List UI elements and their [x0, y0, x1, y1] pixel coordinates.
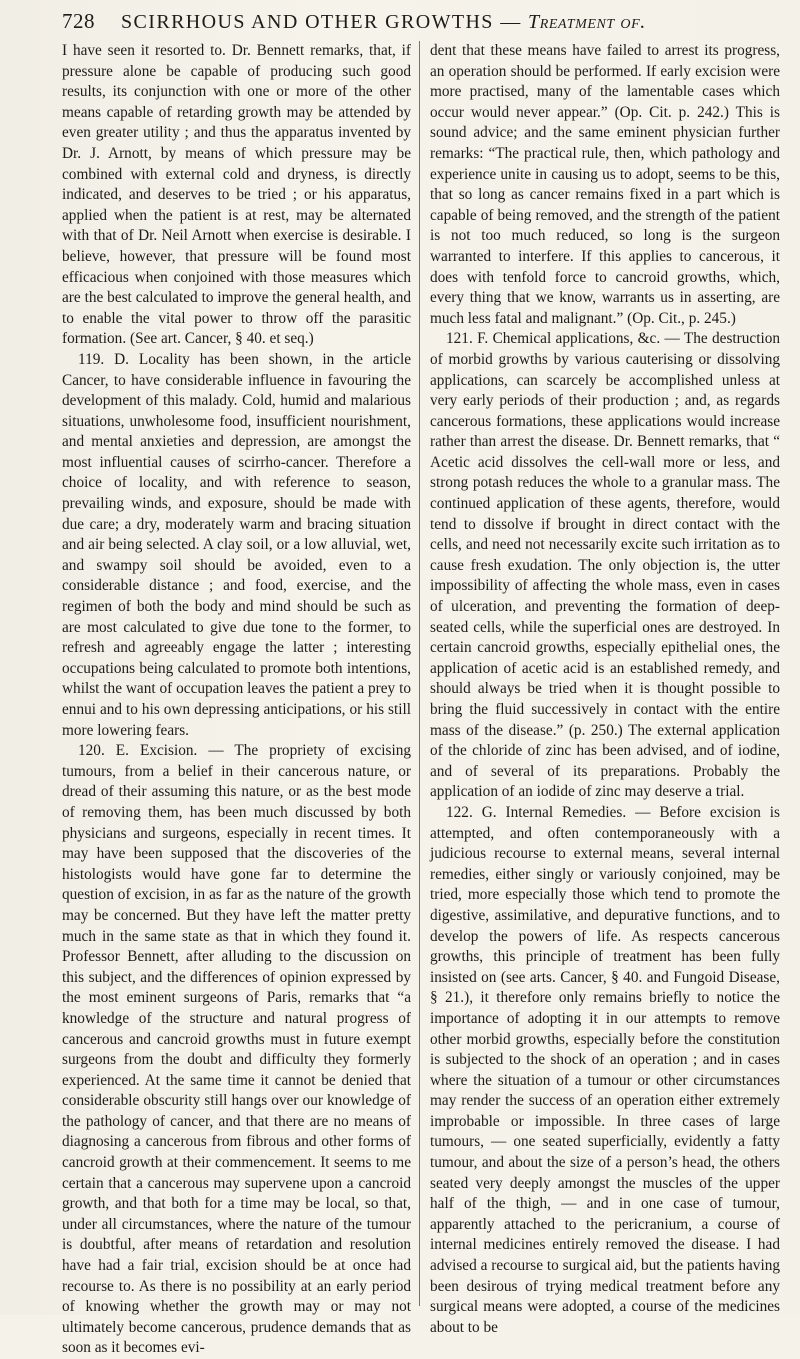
- running-title-main: SCIRRHOUS AND OTHER GROWTHS —: [121, 11, 529, 33]
- paragraph-120-excision: 120. E. Excision. — The propriety of excising tumours, from a belief in their cancerous nature, or dread of their assuming this nature, or as the best mode of removing them, has been much discussed by both physicians and surgeons, especially in recent times. It may have been supposed that the discoveries of the histologists would have gone far to determine the question of excision, in as far as the nature of the growth may be concerned. But they have left the matter pretty much in the same state as that in which they found it. Professor Bennett, after alluding to the discussion on this subject, and the differences of opinion expressed by the most eminent surgeons of Paris, remarks that “a knowledge of the structure and natural progress of cancerous and cancroid growths must in future exempt surgeons from the doubt and difficulty they formerly experienced. At the same time it cannot be denied that considerable obscurity still hangs over our knowledge of the pathology of cancer, and that there are no means of diagnosing a cancerous from fibrous and other forms of cancroid growth at their commencement. It seems to me certain that a cancerous may supervene upon a cancroid growth, and that both for a time may be local, so that, under all circumstances, where the nature of the tumour is doubtful, after means of retardation and resolution have had a fair trial, excision should be at once had recourse to. As there is no possibility at an early period of knowing whether the growth may or may not ultimately become cancerous, prudence demands that as soon as it becomes evi-: [62, 742, 411, 1357]
- page-header: [62, 9, 782, 39]
- running-title-tail: Treatment of.: [528, 11, 646, 33]
- paragraph-continuation: I have seen it resorted to. Dr. Bennett remarks, that, if pressure alone be capable of producing such good results, its conjunction with one or more of the other means capable of retarding growth may be attended by even greater utility ; and thus the apparatus invented by Dr. J. Arnott, by means of which pressure may be combined with external cold and dryness, is directly indicated, and deserves to be tried ; or his apparatus, applied when the patient is at rest, may be alternated with that of Dr. Neil Arnott when exercise is desirable. I believe, however, that pressure will be found most efficacious when conjoined with those measures which are the best calculated to improve the general health, and to enable the vital power to throw off the parasitic formation. (See art. Cancer, § 40. et seq.): [62, 42, 411, 348]
- paragraph-122-internal-remedies: 122. G. Internal Remedies. — Before excision is attempted, and often contemporaneously with a judicious recourse to external means, several internal remedies, either singly or variously conjoined, may be tried, more especially those which tend to promote the digestive, assimilative, and depurative functions, and to develop the powers of life. As respects cancerous growths, this principle of treatment has been fully insisted on (see arts. Cancer, § 40. and Fungoid Disease, § 21.), it therefore only remains briefly to notice the importance of adopting it in our attempts to remove other morbid growths, especially before the constitution is subjected to the shock of an operation ; and in cases where the situation of a tumour or other circumstances may render the success of an operation either extremely improbable or impossible. In three cases of large tumours, — one seated superficially, evidently a fatty tumour, and about the size of a person’s head, the others seated very deeply amongst the muscles of the upper half of the thigh, — and in one case of tumour, apparently attached to the pericranium, a course of internal medicines entirely removed the disease. I had advised a recourse to surgical aid, but the patients having been desirous of trying medical treatment before any surgical means were adopted, a course of the medicines about to be: [430, 803, 780, 1336]
- right-column: [430, 41, 780, 1336]
- page-number: 728: [62, 9, 95, 33]
- paragraph-continuation-right: dent that these means have failed to arrest its progress, an operation should be performed. If early excision were more practised, many of the lamentable cases which occur would never appear.” (Op. Cit. p. 242.) This is sound advice; and the same eminent physician further remarks: “The practical rule, then, which pathology and experience unite in causing us to adopt, seems to be this, that so long as cancer remains fixed in a part which is capable of being removed, and the strength of the patient is not too much reduced, so long is the surgeon warranted to interfere. If this applies to cancerous, it does with tenfold force to cancroid growths, which, every thing that we know, warrants us in asserting, are much less fatal and malignant.” (Op. Cit., p. 245.): [430, 42, 780, 327]
- left-column: [62, 41, 411, 1357]
- paragraph-119-locality: 119. D. Locality has been shown, in the article Cancer, to have considerable influence in favouring the development of this malady. Cold, humid and malarious situations, unwholesome food, insufficient nourishment, and mental anxieties and depression, are amongst the most influential causes of scirrho-cancer. Therefore a choice of locality, and with reference to season, prevailing winds, and exposure, should be made with due care; a dry, moderately warm and bracing situation and air being selected. A clay soil, or a low alluvial, wet, and swampy soil should be avoided, even to a considerable distance ; and food, exercise, and the regimen of both the body and mind should be such as are most calculated to give due tone to the former, to refresh and agreeably engage the latter ; interesting occupations being calculated to promote both intentions, whilst the want of occupation leaves the patient a prey to ennui and to his own depressing anticipations, or his still more lowering fears.: [62, 350, 411, 739]
- column-divider: [419, 41, 420, 1306]
- paragraph-121-chemical-applications: 121. F. Chemical applications, &c. — The destruction of morbid growths by various cauterising or dissolving applications, can scarcely be accomplished unless at very early periods of their production ; and, as regards cancerous formations, these applications would increase rather than arrest the disease. Dr. Bennett remarks, that “ Acetic acid dissolves the cell-wall more or less, and strong potash reduces the whole to a granular mass. The continued application of these agents, therefore, would tend to dissolve if brought in direct contact with the cells, and need not necessarily excite such irritation as to cause fresh exudation. The only objection is, the utter impossibility of affecting the whole mass, even in cases of ulceration, and preventing the formation of deep-seated cells, while the superficial ones are destroyed. In certain cancroid growths, especially epithelial ones, the application of acetic acid is an established remedy, and should always be tried when it is thought possible to bring the fluid successively in contact with the entire mass of the disease.” (p. 250.) The external application of the chloride of zinc has been advised, and of iodine, and of several of its preparations. Probably the application of an iodide of zinc may deserve a trial.: [430, 330, 780, 801]
- running-title: [121, 11, 646, 34]
